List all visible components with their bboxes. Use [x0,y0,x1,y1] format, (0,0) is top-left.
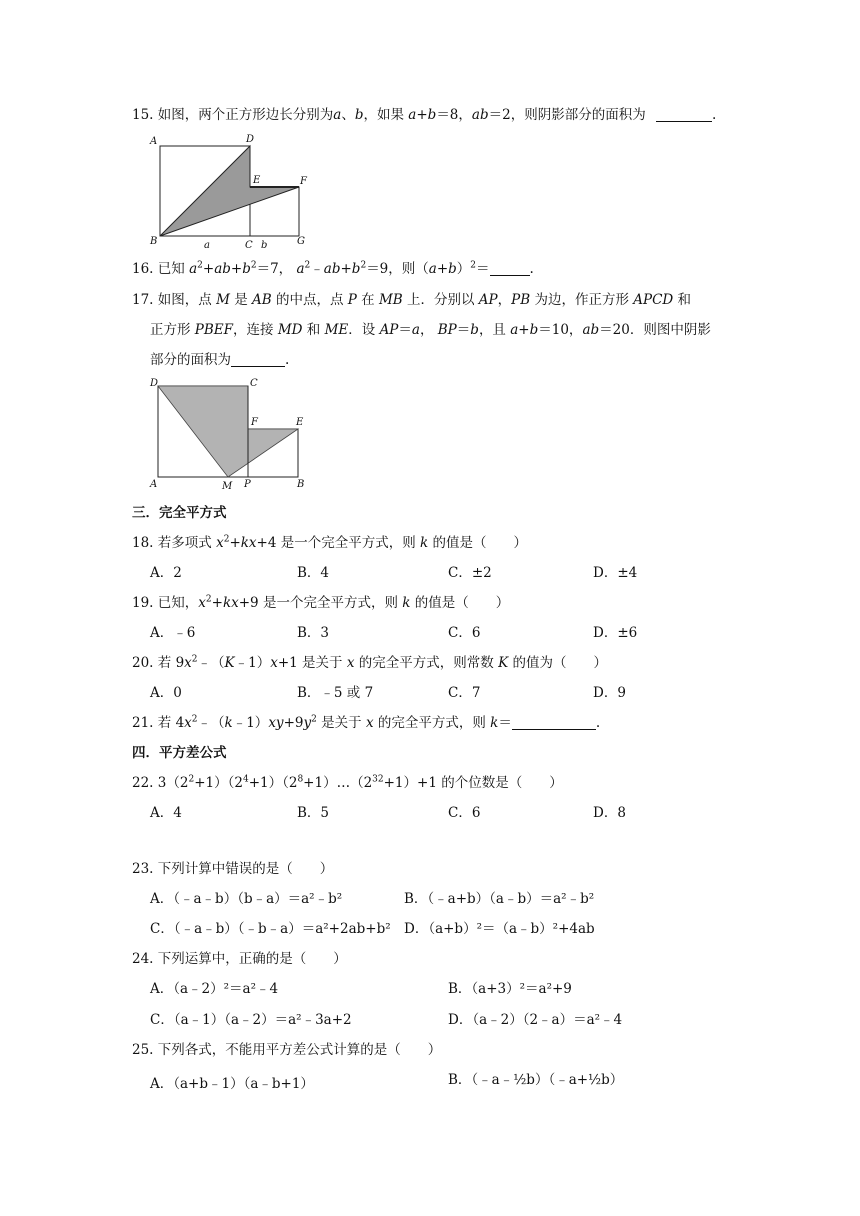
label-G: G [297,236,305,247]
shaded-region [158,386,298,477]
label-C: C [250,378,258,389]
q23-option-d[interactable]: D．（a+b）²＝（a﹣b）²+4ab [404,921,595,937]
q17-line-3: 部分的面积为 . [150,352,290,368]
label-A: A [150,136,158,147]
q22-stem: 22. $3(2^2+1)(2^4+1)(2^8+1)\dots(2^{32}+1)+1$ 的个位数是（ ） [132,774,563,791]
q21-answer-blank[interactable] [512,715,596,730]
q18-option-c[interactable]: C．±2 [448,565,492,581]
q19-option-b[interactable]: B．3 [297,625,330,641]
label-D: D [246,134,255,145]
label-C: C [245,240,253,251]
q25-stem: 25. 下列各式，不能用平方差公式计算的是（ ） [132,1042,442,1058]
q19-option-c[interactable]: C．6 [448,625,481,641]
q18-option-d[interactable]: D．±4 [593,565,638,581]
q23-stem: 23. 下列计算中错误的是（ ） [132,861,334,877]
shaded-region [160,146,299,236]
q23-option-b[interactable]: B．（﹣a+b）（a﹣b）＝a²﹣b² [404,891,595,907]
q20-option-b[interactable]: B．﹣5 或 7 [297,685,374,701]
label-D: D [150,378,159,389]
q19-stem: 19. 已知，$x^2+kx+9$ 是一个完全平方式，则 k 的值是（ ） [132,594,510,611]
q18-option-b[interactable]: B．4 [297,565,330,581]
q22-option-b[interactable]: B．5 [297,805,330,821]
q24-stem: 24. 下列运算中，正确的是（ ） [132,951,347,967]
label-E: E [296,417,304,428]
q25-option-b[interactable]: B．（﹣a﹣½b）（﹣a+½b） [448,1072,624,1088]
q22-option-a[interactable]: A．4 [150,805,182,821]
q24-option-c[interactable]: C．（a﹣1）（a﹣2）＝a²﹣3a+2 [150,1012,352,1028]
q16-line: 16. 已知 $a^2+ab+b^2=7$， $a^2﹣ab+b^2=9$，则$(a+b)^2=$ . [132,260,534,277]
section-heading-3: 三．完全平方式 [132,505,227,521]
q15-line: 15. 如图，两个正方形边长分别为a、b，如果 a+b＝8，ab＝2，则阴影部分的面积为 . [132,107,717,123]
q17-line-1: 17. 如图，点 M 是 AB 的中点，点 P 在 MB 上．分别以 AP，PB 为边，作正方形 APCD 和 [132,292,692,308]
q24-option-b[interactable]: B．（a+3）²＝a²+9 [448,981,572,997]
q17-line-2: 正方形 PBEF，连接 MD 和 ME．设 AP＝a， BP＝b，且 a+b＝10，ab＝20．则图中阴影 [150,322,711,338]
label-b: b [261,240,268,251]
label-F: F [251,417,258,428]
q20-option-d[interactable]: D．9 [593,685,626,701]
figure-q17 [146,374,316,492]
q22-option-d[interactable]: D．8 [593,805,626,821]
q24-option-d[interactable]: D．（a﹣2）（2﹣a）＝a²﹣4 [448,1012,623,1028]
q23-option-c[interactable]: C．（﹣a﹣b）（﹣b﹣a）＝a²+2ab+b² [150,921,391,937]
label-B: B [297,479,305,490]
label-M: M [222,481,233,492]
label-E: E [253,175,261,186]
q17-answer-blank[interactable] [231,352,285,367]
section-heading-4: 四．平方差公式 [132,745,227,761]
label-F: F [300,176,307,187]
label-a: a [204,240,210,251]
q18-option-a[interactable]: A．2 [150,565,182,581]
q25-option-a[interactable]: A．（a+b﹣1）（a﹣b+1） [150,1076,314,1092]
q19-option-a[interactable]: A．﹣6 [150,625,196,641]
q20-option-c[interactable]: C．7 [448,685,481,701]
q21-stem: 21. 若 $4x^2﹣(k﹣1)xy+9y^2$ 是关于 x 的完全平方式，则 k＝ . [132,714,601,731]
label-B: B [150,236,158,247]
figure-q15 [146,130,316,252]
q18-stem: 18. 若多项式 $x^2+kx+4$ 是一个完全平方式，则 k 的值是（ ） [132,534,528,551]
q22-option-c[interactable]: C．6 [448,805,481,821]
q20-option-a[interactable]: A．0 [150,685,182,701]
q20-stem: 20. 若 $9x^2﹣(K﹣1)x+1$ 是关于 x 的完全平方式，则常数 K 的值为（ ） [132,654,607,671]
q16-answer-blank[interactable] [490,261,530,276]
label-P: P [244,479,251,490]
q19-option-d[interactable]: D．±6 [593,625,638,641]
q23-option-a[interactable]: A．（﹣a﹣b）（b﹣a）＝a²﹣b² [150,891,343,907]
label-A: A [150,479,158,490]
q15-number: 15. [132,107,154,123]
q15-answer-blank[interactable] [656,107,712,122]
q24-option-a[interactable]: A．（a﹣2）²＝a²﹣4 [150,981,279,997]
